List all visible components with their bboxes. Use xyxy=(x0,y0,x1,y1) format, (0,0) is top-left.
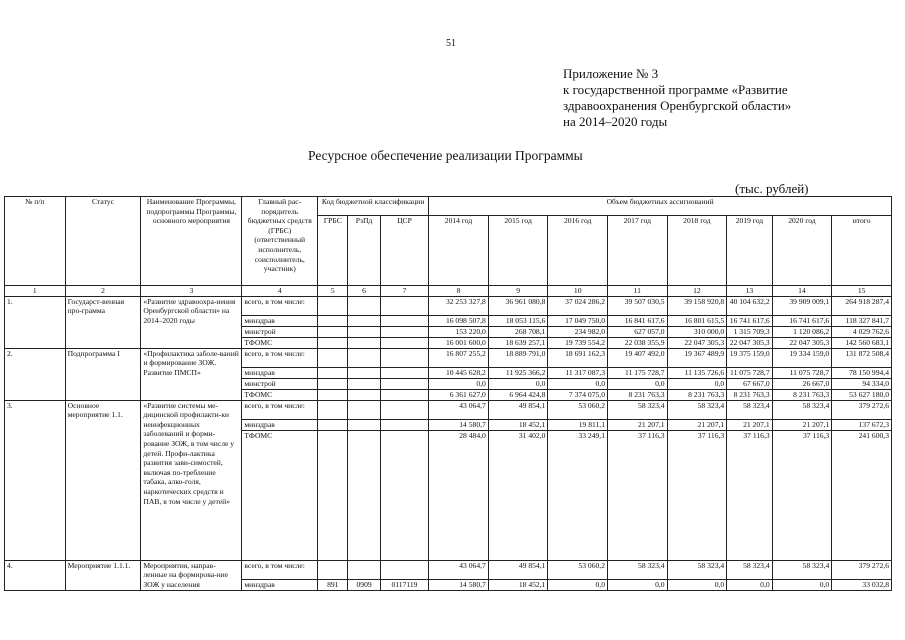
row-code-grbs xyxy=(318,315,348,326)
row-code-rzpr xyxy=(348,430,380,560)
row-code-rzpr xyxy=(348,367,380,378)
header-2017: 2017 год xyxy=(608,216,668,286)
value-2017: 11 175 728,7 xyxy=(608,367,668,378)
value-2014: 10 445 628,2 xyxy=(429,367,489,378)
row-manager: минстрой xyxy=(242,378,318,389)
value-2016: 19 811,1 xyxy=(548,419,608,430)
units-note: (тыс. рублей) xyxy=(735,181,809,196)
table-header-row-1 xyxy=(5,197,892,216)
value-2020: 0,0 xyxy=(772,579,832,590)
row-manager: всего, в том числе: xyxy=(242,560,318,579)
header-2014: 2014 год xyxy=(429,216,489,286)
value-2019: 21 207,1 xyxy=(727,419,772,430)
col-index: 9 xyxy=(488,286,548,297)
row-code-grbs xyxy=(318,337,348,348)
col-index: 10 xyxy=(548,286,608,297)
value-total: 33 032,8 xyxy=(832,579,892,590)
row-code-csr xyxy=(380,378,428,389)
value-2015: 18 889 791,0 xyxy=(488,348,548,367)
value-2020: 37 116,3 xyxy=(772,430,832,560)
table-row xyxy=(5,400,892,419)
row-name: «Развитие системы ме-дицинской профилакти-ки неинфекционных заболеваний и форми-рование ЗОЖ, в том числе у детей. Профи-лактика развития зави-симостей, включая по-требление табака, алко-голя, наркотических средств и ПАВ, в том числе у детей» xyxy=(141,400,242,560)
value-total: 4 029 762,6 xyxy=(832,326,892,337)
value-2018: 58 323,4 xyxy=(667,560,727,579)
value-2019: 22 047 305,3 xyxy=(727,337,772,348)
value-2016: 0,0 xyxy=(548,378,608,389)
value-2018: 37 116,3 xyxy=(667,430,727,560)
value-2020: 19 334 159,0 xyxy=(772,348,832,367)
header-code-group: Код бюджетной классификации xyxy=(318,197,429,216)
value-total: 118 327 841,7 xyxy=(832,315,892,326)
value-2016: 18 691 162,3 xyxy=(548,348,608,367)
row-manager: всего, в том числе: xyxy=(242,348,318,367)
value-2020: 22 047 305,3 xyxy=(772,337,832,348)
row-code-grbs xyxy=(318,419,348,430)
value-2014: 14 580,7 xyxy=(429,419,489,430)
value-2014: 16 098 507,8 xyxy=(429,315,489,326)
value-2019: 11 075 728,7 xyxy=(727,367,772,378)
row-code-csr xyxy=(380,389,428,400)
header-grbs: ГРБС xyxy=(318,216,348,286)
row-code-grbs xyxy=(318,348,348,367)
value-2019: 58 323,4 xyxy=(727,400,772,419)
value-2016: 19 739 554,2 xyxy=(548,337,608,348)
value-2020: 16 741 617,6 xyxy=(772,315,832,326)
row-name: «Развитие здравоохра-нения Оренбургской области» на 2014–2020 годы xyxy=(141,296,242,348)
col-index: 5 xyxy=(318,286,348,297)
row-status: Основное мероприятие 1.1. xyxy=(65,400,141,560)
value-2016: 53 060,2 xyxy=(548,400,608,419)
value-2017: 19 407 492,0 xyxy=(608,348,668,367)
header-volume-group: Объем бюджетных ассигнований xyxy=(429,197,892,216)
value-2020: 58 323,4 xyxy=(772,560,832,579)
value-2017: 8 231 763,3 xyxy=(608,389,668,400)
col-index: 7 xyxy=(380,286,428,297)
header-num: № п/п xyxy=(5,197,66,286)
row-manager: минздрав xyxy=(242,419,318,430)
row-number: 1. xyxy=(5,296,66,348)
row-code-csr xyxy=(380,419,428,430)
value-2020: 8 231 763,3 xyxy=(772,389,832,400)
row-code-rzpr xyxy=(348,400,380,419)
table-row xyxy=(5,296,892,315)
row-code-csr xyxy=(380,296,428,315)
row-manager: минздрав xyxy=(242,367,318,378)
appendix-line-4: на 2014–2020 годы xyxy=(563,114,668,129)
value-2017: 58 323,4 xyxy=(608,400,668,419)
value-2017: 39 507 030,5 xyxy=(608,296,668,315)
value-2016: 234 982,0 xyxy=(548,326,608,337)
row-code-csr xyxy=(380,400,428,419)
row-code-csr xyxy=(380,326,428,337)
row-code-grbs xyxy=(318,400,348,419)
col-index: 12 xyxy=(667,286,727,297)
value-2014: 0,0 xyxy=(429,378,489,389)
value-total: 94 334,0 xyxy=(832,378,892,389)
value-2019: 67 667,0 xyxy=(727,378,772,389)
value-2015: 49 854,1 xyxy=(488,560,548,579)
value-2015: 18 639 257,1 xyxy=(488,337,548,348)
value-2017: 0,0 xyxy=(608,579,668,590)
header-name: Наименование Программы, подпрограммы Программы, основного мероприятия xyxy=(141,197,242,286)
value-2019: 37 116,3 xyxy=(727,430,772,560)
row-code-rzpr xyxy=(348,378,380,389)
header-status: Статус xyxy=(65,197,141,286)
value-2018: 58 323,4 xyxy=(667,400,727,419)
value-2015: 18 452,1 xyxy=(488,419,548,430)
value-total: 379 272,6 xyxy=(832,560,892,579)
value-2014: 43 064,7 xyxy=(429,560,489,579)
row-manager: ТФОМС xyxy=(242,337,318,348)
value-total: 137 672,3 xyxy=(832,419,892,430)
value-2018: 16 801 615,5 xyxy=(667,315,727,326)
value-2016: 37 024 286,2 xyxy=(548,296,608,315)
appendix-caption xyxy=(563,66,791,130)
row-code-grbs xyxy=(318,560,348,579)
col-index: 2 xyxy=(65,286,141,297)
value-2015: 0,0 xyxy=(488,378,548,389)
value-2020: 58 323,4 xyxy=(772,400,832,419)
col-index: 11 xyxy=(608,286,668,297)
header-2015: 2015 год xyxy=(488,216,548,286)
row-code-rzpr xyxy=(348,389,380,400)
row-manager: минздрав xyxy=(242,579,318,590)
value-total: 53 627 180,0 xyxy=(832,389,892,400)
value-2014: 153 220,0 xyxy=(429,326,489,337)
value-2015: 31 402,0 xyxy=(488,430,548,560)
row-status: Государст-венная про-грамма xyxy=(65,296,141,348)
header-2019: 2019 год xyxy=(727,216,772,286)
row-code-csr xyxy=(380,560,428,579)
value-total: 142 560 683,1 xyxy=(832,337,892,348)
value-total: 379 272,6 xyxy=(832,400,892,419)
value-2017: 58 323,4 xyxy=(608,560,668,579)
row-code-grbs: 891 xyxy=(318,579,348,590)
value-2017: 22 038 355,9 xyxy=(608,337,668,348)
col-index: 15 xyxy=(832,286,892,297)
value-2014: 28 484,0 xyxy=(429,430,489,560)
row-manager: ТФОМС xyxy=(242,430,318,560)
row-code-csr xyxy=(380,348,428,367)
value-2020: 21 207,1 xyxy=(772,419,832,430)
value-total: 264 918 287,4 xyxy=(832,296,892,315)
row-code-rzpr xyxy=(348,348,380,367)
value-2017: 627 057,0 xyxy=(608,326,668,337)
row-code-rzpr xyxy=(348,337,380,348)
value-2019: 0,0 xyxy=(727,579,772,590)
page-number: 51 xyxy=(446,38,456,49)
budget-table xyxy=(4,196,892,591)
row-number: 4. xyxy=(5,560,66,590)
row-code-rzpr xyxy=(348,315,380,326)
value-2014: 43 064,7 xyxy=(429,400,489,419)
row-name: Мероприятия, направ-ленные на формирова-ние ЗОЖ у населения xyxy=(141,560,242,590)
row-code-rzpr xyxy=(348,296,380,315)
row-code-rzpr xyxy=(348,560,380,579)
value-total: 131 872 508,4 xyxy=(832,348,892,367)
value-2015: 18 053 115,6 xyxy=(488,315,548,326)
header-csr: ЦСР xyxy=(380,216,428,286)
col-index: 13 xyxy=(727,286,772,297)
document-title: Ресурсное обеспечение реализации Программы xyxy=(308,148,583,163)
value-total: 78 150 994,4 xyxy=(832,367,892,378)
value-2019: 58 323,4 xyxy=(727,560,772,579)
row-status: Мероприятие 1.1.1. xyxy=(65,560,141,590)
row-code-rzpr: 0909 xyxy=(348,579,380,590)
row-code-grbs xyxy=(318,326,348,337)
value-2015: 49 854,1 xyxy=(488,400,548,419)
value-2018: 21 207,1 xyxy=(667,419,727,430)
row-number: 2. xyxy=(5,348,66,400)
row-status: Подпрограмма I xyxy=(65,348,141,400)
row-manager: всего, в том числе: xyxy=(242,296,318,315)
header-2018: 2018 год xyxy=(667,216,727,286)
value-2018: 11 135 726,6 xyxy=(667,367,727,378)
header-2020: 2020 год xyxy=(772,216,832,286)
col-index: 14 xyxy=(772,286,832,297)
value-2019: 16 741 617,6 xyxy=(727,315,772,326)
appendix-line-1: Приложение № 3 xyxy=(563,66,659,81)
row-number: 3. xyxy=(5,400,66,560)
value-2016: 0,0 xyxy=(548,579,608,590)
row-code-grbs xyxy=(318,378,348,389)
row-code-grbs xyxy=(318,296,348,315)
header-rzpr: РзПд xyxy=(348,216,380,286)
value-2015: 6 964 424,8 xyxy=(488,389,548,400)
value-2016: 33 249,1 xyxy=(548,430,608,560)
col-index: 8 xyxy=(429,286,489,297)
value-2018: 0,0 xyxy=(667,378,727,389)
col-index: 6 xyxy=(348,286,380,297)
row-code-rzpr xyxy=(348,326,380,337)
value-2014: 16 807 255,2 xyxy=(429,348,489,367)
value-2019: 8 231 763,3 xyxy=(727,389,772,400)
value-2016: 11 317 087,3 xyxy=(548,367,608,378)
appendix-line-2: к государственной программе «Развитие xyxy=(563,82,788,97)
value-2015: 11 925 366,2 xyxy=(488,367,548,378)
value-2019: 19 375 159,0 xyxy=(727,348,772,367)
value-2015: 18 452,1 xyxy=(488,579,548,590)
row-manager: минздрав xyxy=(242,315,318,326)
value-2014: 14 580,7 xyxy=(429,579,489,590)
value-2017: 37 116,3 xyxy=(608,430,668,560)
row-manager: минстрой xyxy=(242,326,318,337)
row-code-grbs xyxy=(318,367,348,378)
value-2018: 39 158 920,8 xyxy=(667,296,727,315)
header-main-manager: Главный рас-порядитель бюджетных средств (ГРБС) (ответственный исполнитель, соисполнитель, участник) xyxy=(242,197,318,286)
col-index: 3 xyxy=(141,286,242,297)
col-index: 1 xyxy=(5,286,66,297)
value-2018: 19 367 489,9 xyxy=(667,348,727,367)
row-manager: ТФОМС xyxy=(242,389,318,400)
row-code-csr xyxy=(380,367,428,378)
value-2019: 40 104 632,2 xyxy=(727,296,772,315)
row-code-grbs xyxy=(318,389,348,400)
column-index-row xyxy=(5,286,892,297)
col-index: 4 xyxy=(242,286,318,297)
value-2014: 16 001 600,0 xyxy=(429,337,489,348)
value-2016: 53 060,2 xyxy=(548,560,608,579)
value-2016: 17 049 750,0 xyxy=(548,315,608,326)
value-2019: 1 315 709,3 xyxy=(727,326,772,337)
table-row xyxy=(5,560,892,579)
row-code-rzpr xyxy=(348,419,380,430)
value-2014: 32 253 327,8 xyxy=(429,296,489,315)
row-name: «Профилактика заболе-ваний и формирование ЗОЖ. Развитие ПМСП» xyxy=(141,348,242,400)
value-2018: 8 231 763,3 xyxy=(667,389,727,400)
row-code-grbs xyxy=(318,430,348,560)
value-2020: 39 909 009,1 xyxy=(772,296,832,315)
row-code-csr xyxy=(380,337,428,348)
value-2015: 268 708,1 xyxy=(488,326,548,337)
value-2016: 7 374 075,0 xyxy=(548,389,608,400)
table-row xyxy=(5,348,892,367)
header-total: итого xyxy=(832,216,892,286)
value-2020: 1 120 086,2 xyxy=(772,326,832,337)
value-2017: 16 841 617,6 xyxy=(608,315,668,326)
row-manager: всего, в том числе: xyxy=(242,400,318,419)
appendix-line-3: здравоохранения Оренбургской области» xyxy=(563,98,792,113)
value-total: 241 600,3 xyxy=(832,430,892,560)
value-2018: 310 000,0 xyxy=(667,326,727,337)
value-2014: 6 361 627,0 xyxy=(429,389,489,400)
value-2015: 36 961 080,8 xyxy=(488,296,548,315)
value-2020: 26 667,0 xyxy=(772,378,832,389)
row-code-csr xyxy=(380,430,428,560)
value-2018: 0,0 xyxy=(667,579,727,590)
row-code-csr xyxy=(380,315,428,326)
value-2017: 0,0 xyxy=(608,378,668,389)
value-2020: 11 075 728,7 xyxy=(772,367,832,378)
value-2017: 21 207,1 xyxy=(608,419,668,430)
header-2016: 2016 год xyxy=(548,216,608,286)
value-2018: 22 047 305,3 xyxy=(667,337,727,348)
row-code-csr: 0117119 xyxy=(380,579,428,590)
